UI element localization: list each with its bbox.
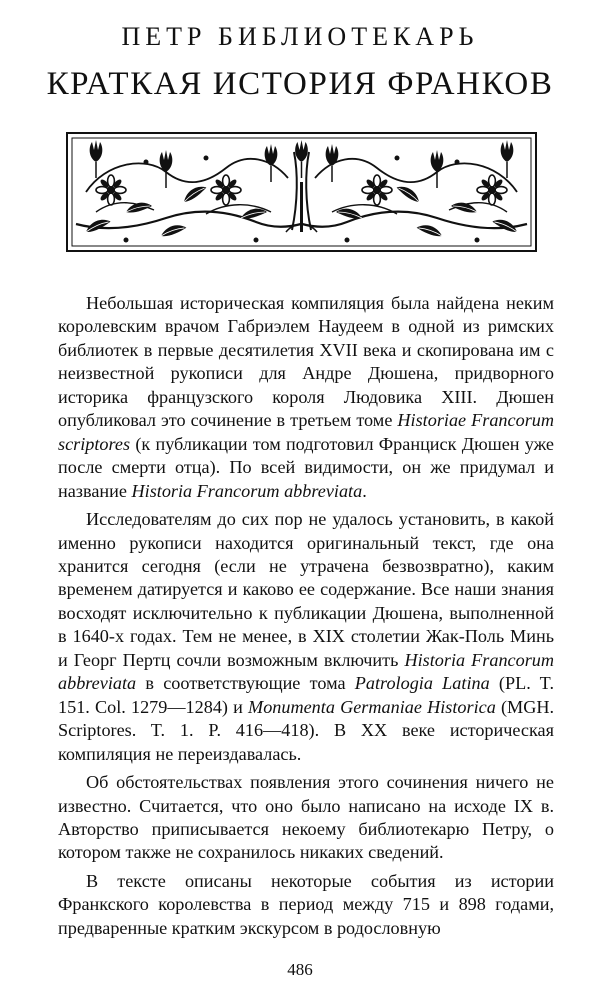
paragraph — [58, 771, 554, 865]
paragraph — [58, 870, 554, 940]
text-run: (к публикации том подготовил Франциск Дюшен уже после смерти отца). По всей видимости, он же придумал и название — [58, 433, 554, 501]
paragraph — [58, 292, 554, 503]
text-run: (MGH. Scriptores. T. 1. P. 416—418). В XX веке историческая компиляция не переиздавалась. — [58, 696, 555, 764]
page-number: 486 — [287, 960, 313, 979]
text-run: Об обстоятельствах появления этого сочинения ничего не известно. Считается, что оно было написано на исходе IX в. Авторство приписывается некоему библиотекарю Петру, о котором также не сохранилось никаких сведений. — [58, 772, 554, 863]
text-run: в соответствующие тома — [136, 673, 355, 694]
chapter-title: КРАТКАЯ ИСТОРИЯ ФРАНКОВ — [46, 66, 554, 102]
paragraph — [58, 508, 554, 766]
italic-title: Patrologia Latina — [354, 673, 490, 694]
text-run: Небольшая историческая компиляция была найдена неким королевским врачом Габриэлем Наудеем в одной из римских библиотек в первые десятилетия XVII века и скопирована им с неизвестной рукописи для Андре Дюшена, придворного историка французского короля Людовика XIII. Дюшен опубликовал это сочинение в третьем томе — [58, 293, 554, 431]
text-run: Исследователям до сих пор не удалось установить, в какой именно рукописи находится оригинальный текст, где она хранится сегодня (если не утрачена безвозвратно), каким временем датируется и каково ее содержание. Все наши знания восходят исключительно к публикации Дюшена, выполненной в 1640-х годах. Тем не менее, в XIX столетии Жак-Поль Минь и Георг Пертц сочли возможным включить — [58, 509, 554, 670]
italic-title: Monumenta Germaniae Historica — [248, 696, 496, 717]
floral-ornament-icon — [66, 132, 537, 252]
text-run: В тексте описаны некоторые события из истории Франкского королевства в период между 715 и 898 годами, предваренные кратким экскурсом в родословную — [58, 870, 554, 938]
text-run: (PL. T. 151. Col. 1279—1284) и — [58, 673, 554, 717]
italic-title: Historia Francorum abbreviata — [58, 649, 555, 694]
italic-title: Historiae Francorum scriptores — [58, 410, 555, 454]
author-heading: ПЕТР БИБЛИОТЕКАРЬ — [121, 22, 479, 51]
italic-title: Historia Francorum abbreviata — [131, 480, 363, 501]
body-text — [58, 292, 554, 940]
text-run: . — [362, 480, 367, 501]
